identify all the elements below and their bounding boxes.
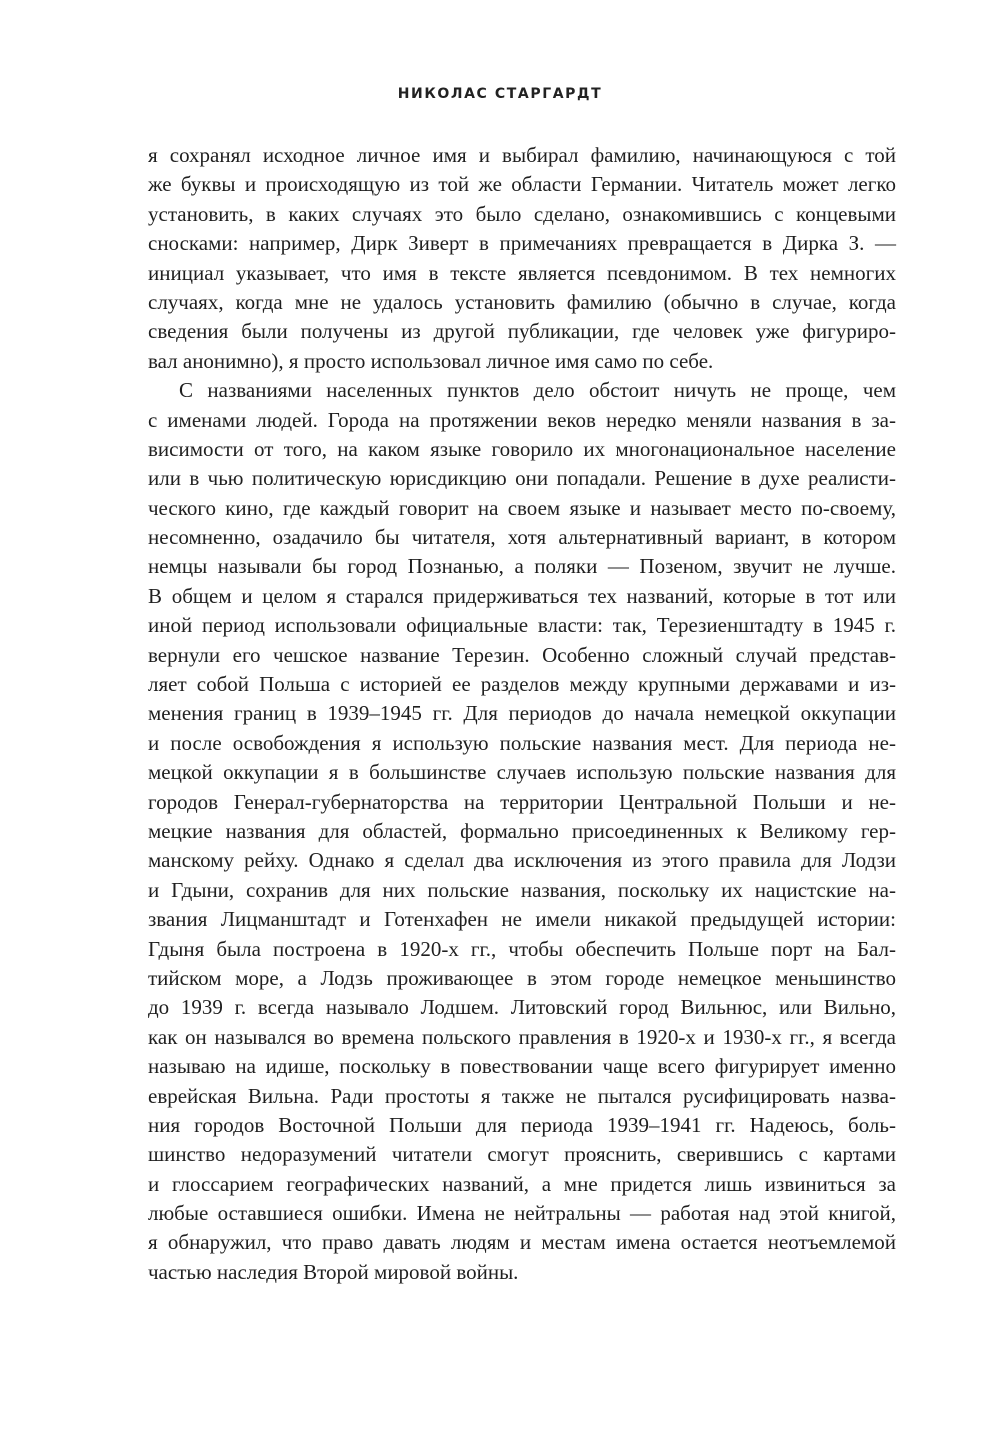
text-line: несомненно, озадачило бы читателя, хотя альтернативный вариант, в котором — [148, 525, 896, 550]
text-line: или в чью политическую юрисдикцию они попадали. Решение в духе реалисти- — [148, 466, 896, 491]
text-line: ния городов Восточной Польши для периода 1939–1941 гг. Надеюсь, боль- — [148, 1112, 896, 1137]
text-line: мецкой оккупации я в большинстве случаев использую польские названия для — [148, 760, 896, 785]
text-line: С названиями населенных пунктов дело обстоит ничуть не проще, чем — [179, 378, 896, 403]
paragraph-1 — [148, 141, 896, 376]
text-line: мецкие названия для областей, формально присоединенных к Великому гер- — [148, 818, 896, 843]
text-line: сведения были получены из другой публикации, где человек уже фигуриро- — [148, 319, 896, 344]
text-line: В общем и целом я старался придерживаться тех названий, которые в тот или — [148, 583, 896, 608]
text-line: и глоссарием географических названий, а мне придется лишь извиниться за — [148, 1171, 896, 1196]
text-line: иной период использовали официальные власти: так, Терезиенштадту в 1945 г. — [148, 613, 896, 638]
text-line: с именами людей. Города на протяжении веков нередко меняли названия в за- — [148, 407, 896, 432]
text-line: любые оставшиеся ошибки. Имена не нейтральны — работая над этой книгой, — [148, 1201, 896, 1226]
text-line: и после освобождения я использую польские названия мест. Для периода не- — [148, 730, 896, 755]
text-line: вернули его чешское название Терезин. Особенно сложный случай представ- — [148, 642, 896, 667]
text-line: вал анонимно), я просто использовал личное имя само по себе. — [148, 348, 714, 373]
text-line: же буквы и происходящую из той же области Германии. Читатель может легко — [148, 172, 896, 197]
text-line: еврейская Вильна. Ради простоты я также не пытался русифицировать назва- — [148, 1083, 896, 1108]
text-line: установить, в каких случаях это было сделано, ознакомившись с концевыми — [148, 201, 896, 226]
text-line: тийском море, а Лодзь проживающее в этом городе немецкое меньшинство — [148, 965, 896, 990]
text-line: и Гдыни, сохранив для них польские названия, поскольку их нацистские на- — [148, 877, 896, 902]
text-line: манскому рейху. Однако я сделал два исключения из этого правила для Лодзи — [148, 848, 896, 873]
text-line: я сохранял исходное личное имя и выбирал фамилию, начинающуюся с той — [148, 143, 896, 167]
text-line: я обнаружил, что право давать людям и местам имена остается неотъемлемой — [148, 1230, 896, 1255]
running-head: НИКОЛАС СТАРГАРДТ — [397, 86, 603, 102]
text-line: висимости от того, на каком языке говорило их многонациональное население — [148, 436, 896, 461]
text-line: сносками: например, Дирк Зиверт в примечаниях превращается в Дирка З. — — [148, 231, 896, 256]
body-text — [148, 141, 896, 1287]
text-line: инициал указывает, что имя в тексте является псевдонимом. В тех немногих — [148, 260, 896, 285]
text-line: Гдыня была построена в 1920-х гг., чтобы обеспечить Польше порт на Бал- — [148, 936, 896, 961]
text-line: называю на идише, поскольку в повествовании чаще всего фигурирует именно — [148, 1054, 896, 1079]
text-line: до 1939 г. всегда называло Лодшем. Литовский город Вильнюс, или Вильно, — [148, 995, 896, 1020]
text-line: шинство недоразумений читатели смогут прояснить, сверившись с картами — [148, 1142, 896, 1167]
text-line: как он назывался во времена польского правления в 1920-х и 1930-х гг., я всегда — [148, 1024, 896, 1049]
text-line: ческого кино, где каждый говорит на своем языке и называет место по-своему, — [148, 495, 896, 520]
text-line: менения границ в 1939–1945 гг. Для периодов до начала немецкой оккупации — [148, 701, 896, 726]
text-line: немцы называли бы город Познанью, а поляки — Позеном, звучит не лучше. — [148, 554, 896, 579]
text-line: случаях, когда мне не удалось установить фамилию (обычно в случае, когда — [148, 289, 896, 314]
text-line: ляет собой Польша с историей ее разделов между крупными державами и из- — [148, 672, 896, 697]
text-line: звания Лицманштадт и Готенхафен не имели никакой предыдущей истории: — [148, 907, 896, 932]
text-line: городов Генерал-губернаторства на территории Центральной Польши и не- — [148, 789, 896, 814]
paragraph-2 — [148, 376, 896, 1287]
text-line: частью наследия Второй мировой войны. — [148, 1259, 519, 1284]
